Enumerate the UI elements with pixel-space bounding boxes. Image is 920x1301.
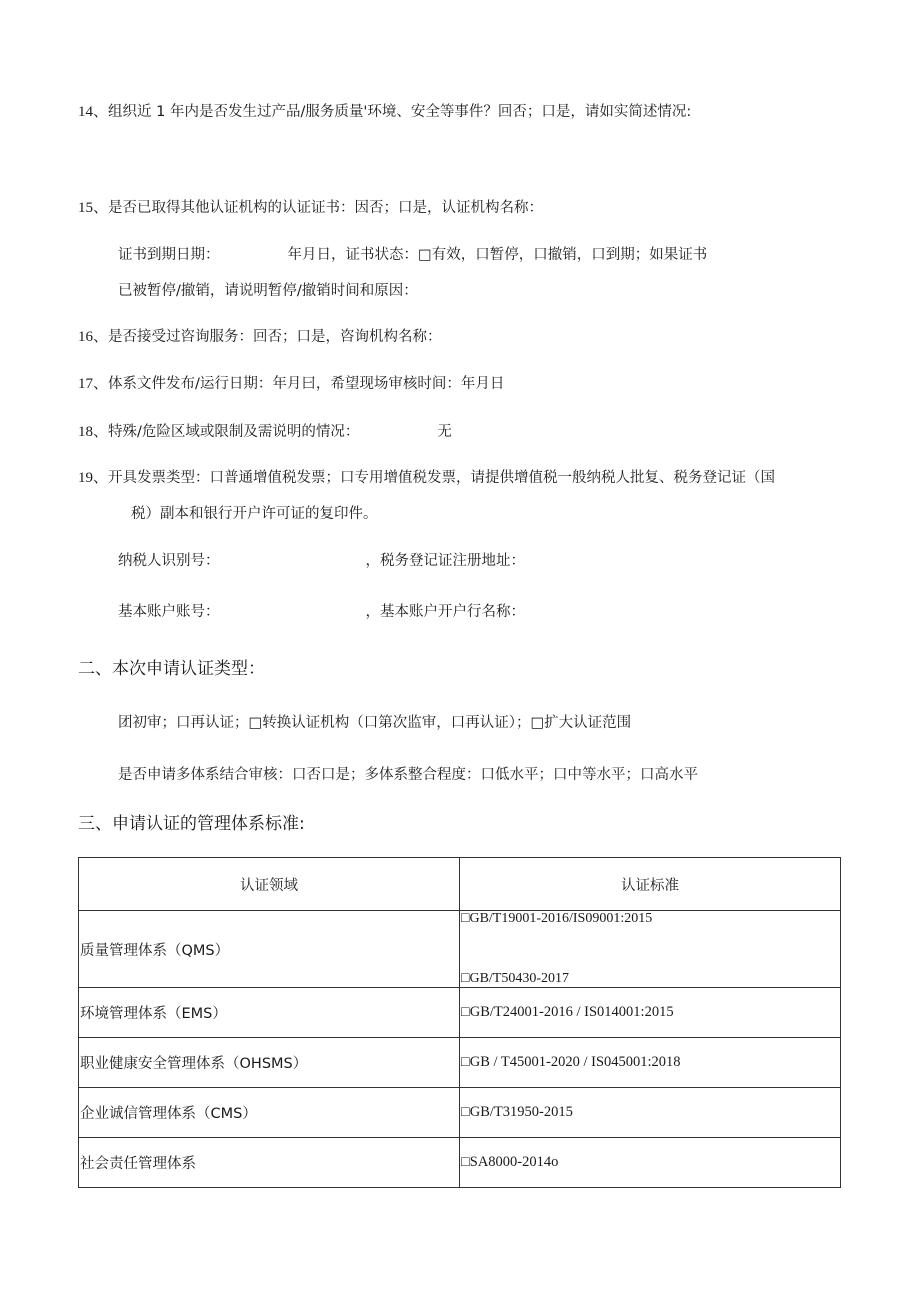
bank-account-label: 基本账户账号：: [118, 604, 220, 620]
row-field: 质量管理体系（QMS）: [79, 911, 460, 988]
row-field: 职业健康安全管理体系（OHSMS）: [79, 1038, 460, 1088]
standard-option: □SA8000-2014o: [460, 1138, 841, 1188]
item-18: [78, 422, 452, 442]
table-row: [79, 911, 841, 988]
row-standards: [460, 911, 841, 988]
certification-type-options: 团初审；口再认证；□转换认证机构（口第次监审，口再认证）；□扩大认证范围: [118, 715, 632, 731]
row-field: 环境管理体系（EMS）: [79, 988, 460, 1038]
table-row: [79, 1038, 841, 1088]
header-standard: 认证标准: [460, 858, 841, 911]
item-19: [78, 468, 775, 488]
item-number: 16、: [78, 329, 109, 345]
row-field: 社会责任管理体系: [79, 1138, 460, 1188]
item-number: 19、: [78, 470, 109, 486]
standard-option: □GB/T19001-2016/IS09001:2015: [461, 911, 653, 926]
item-15-expiry-line: [118, 245, 707, 265]
row-field: 企业诚信管理体系（CMS）: [79, 1088, 460, 1138]
item-text: 是否接受过咨询服务：回否；口是，咨询机构名称：: [108, 329, 442, 345]
status-options: 年月日，证书状态：□有效，口暂停，口撤销，口到期；如果证书: [287, 247, 708, 263]
expiry-label: 证书到期日期：: [118, 247, 220, 263]
item-15-suspension-line: 已被暂停/撤销，请说明暂停/撤销时间和原因：: [118, 283, 418, 299]
standard-option: □GB/T31950-2015: [460, 1088, 841, 1138]
item-number: 14、: [78, 104, 109, 120]
item-text: 是否已取得其他认证机构的认证证书：因否；口是，认证机构名称：: [108, 200, 544, 216]
standard-option: □GB/T50430-2017: [461, 971, 570, 986]
bank-name-label: ，基本账户开户行名称：: [365, 604, 525, 620]
taxpayer-line: [118, 551, 525, 571]
standard-option: □GB / T45001-2020 / IS045001:2018: [460, 1038, 841, 1088]
section-3-title: 三、申请认证的管理体系标准:: [78, 814, 305, 834]
bank-line: [118, 602, 525, 622]
table-row: [79, 988, 841, 1038]
standards-table: [78, 857, 841, 1188]
item-answer: 无: [437, 424, 452, 440]
standard-option: □GB/T24001-2016 / IS014001:2015: [460, 988, 841, 1038]
item-14: [78, 102, 691, 122]
item-text: 特殊/危险区域或限制及需说明的情况：: [108, 424, 360, 440]
section-2-title: 二、本次申请认证类型：: [78, 659, 265, 679]
item-number: 17、: [78, 376, 109, 392]
table-header-row: [79, 858, 841, 911]
table-row: [79, 1088, 841, 1138]
item-17: [78, 374, 504, 394]
table-row: [79, 1138, 841, 1188]
multi-system-audit-options: 是否申请多体系结合审核：口否口是；多体系整合程度：口低水平；口中等水平；口高水平: [118, 767, 698, 783]
item-15: [78, 198, 543, 218]
item-number: 18、: [78, 424, 109, 440]
item-text: 开具发票类型：口普通增值税发票；口专用增值税发票，请提供增值税一般纳税人批复、税务登记证（国: [108, 470, 776, 486]
item-19-continuation: 税）副本和银行开户许可证的复印件。: [131, 506, 378, 522]
tax-registration-address-label: ，税务登记证注册地址：: [365, 553, 525, 569]
item-16: [78, 327, 442, 347]
item-number: 15、: [78, 200, 109, 216]
taxpayer-id-label: 纳税人识别号：: [118, 553, 220, 569]
item-text: 组织近 1 年内是否发生过产品/服务质量'环境、安全等事件？回否；口是，请如实简述情况:: [108, 104, 692, 120]
item-text: 体系文件发布/运行日期：年月曰，希望现场审核时间：年月日: [108, 376, 505, 392]
header-field: 认证领域: [79, 858, 460, 911]
